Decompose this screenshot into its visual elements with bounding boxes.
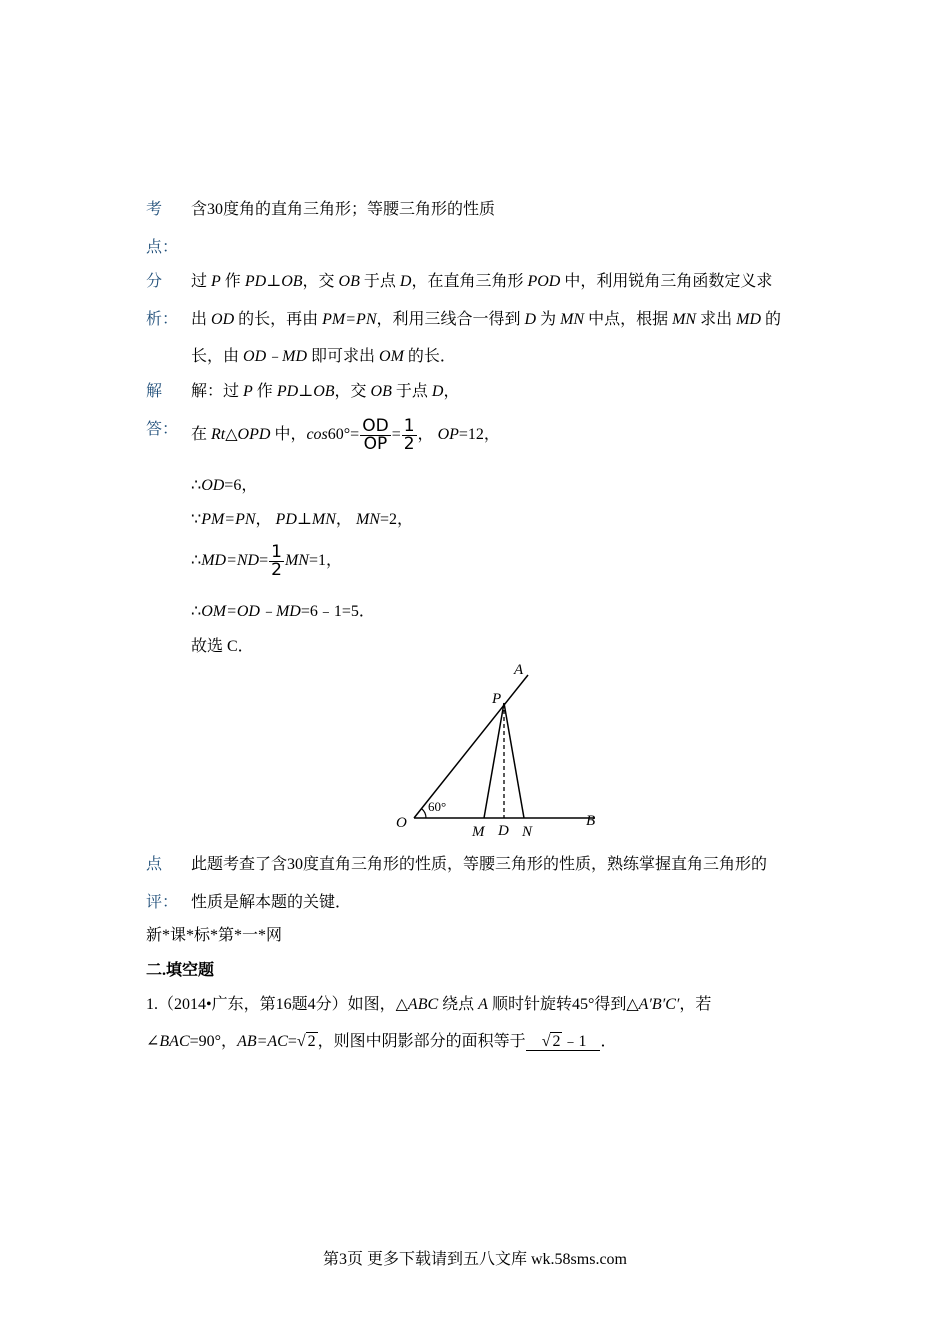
label-n: N bbox=[522, 824, 533, 840]
label-kaodian-1: 考 bbox=[146, 201, 163, 218]
jieda-line-4: ∵PM=PN， PD⊥MN， MN=2， bbox=[191, 511, 413, 528]
label-o: O bbox=[396, 815, 407, 831]
dianping-line-2: 性质是解本题的关键． bbox=[191, 894, 352, 911]
fenxi-line-3: 长，由 OD﹣MD 即可求出 OM 的长． bbox=[191, 348, 456, 365]
label-fenxi-1: 分 bbox=[146, 273, 163, 290]
section-title: 二.填空题 bbox=[146, 962, 215, 979]
label-fenxi-2: 析： bbox=[146, 311, 179, 328]
segment-pm bbox=[484, 703, 504, 818]
fenxi-line-1: 过 P 作 PD⊥OB，交 OB 于点 D，在直角三角形 POD 中，利用锐角三角函数定义求 bbox=[191, 273, 773, 290]
answer-blank: √ 2 ﹣1 bbox=[526, 1033, 601, 1051]
label-dianping-2: 评： bbox=[146, 894, 179, 911]
label-kaodian-2: 点： bbox=[146, 239, 179, 256]
fraction-od-op: $\frac{OD}{OP}$ bbox=[362, 415, 389, 454]
label-jieda-1: 解 bbox=[146, 383, 163, 400]
fenxi-line-2: 出 OD 的长，再由 PM=PN，利用三线合一得到 D 为 MN 中点，根据 MN 求出 MD 的 bbox=[191, 311, 782, 328]
jieda-line-5: ∴MD=ND= $\frac{1}{2}$ MN=1， bbox=[191, 541, 342, 580]
q1-line-1: 1.（2014•广东，第16题4分）如图，△ABC 绕点 A 顺时针旋转45°得到△A′B′C′，若 bbox=[146, 996, 712, 1013]
segment-pn bbox=[504, 703, 524, 818]
label-a: A bbox=[514, 662, 524, 678]
jieda-line-6: ∴OM=OD﹣MD=6﹣1=5． bbox=[191, 603, 375, 620]
angle-arc bbox=[422, 809, 427, 818]
label-p: P bbox=[492, 691, 502, 707]
label-d: D bbox=[498, 823, 509, 839]
dianping-line-1: 此题考查了含30度直角三角形的性质，等腰三角形的性质，熟练掌握直角三角形的 bbox=[191, 856, 768, 873]
page-footer: 第3页 更多下载请到五八文库 wk.58sms.com bbox=[322, 1251, 627, 1268]
jieda-line-7: 故选 C． bbox=[191, 638, 254, 655]
geometry-figure bbox=[390, 655, 610, 845]
label-angle-60: 60° bbox=[428, 799, 447, 814]
jieda-line-3: ∴OD=6， bbox=[191, 477, 258, 494]
watermark-text: 新*课*标*第*一*网 bbox=[146, 927, 283, 944]
q1-line-2: ∠BAC=90°，AB=AC=√ 2 ，则图中阴影部分的面积等于 √ 2 ﹣1 ． bbox=[146, 1033, 617, 1050]
label-b: B bbox=[586, 813, 596, 829]
fraction-one-half: $\frac{1}{2}$ bbox=[403, 415, 415, 454]
label-jieda-2: 答： bbox=[146, 421, 179, 438]
label-m: M bbox=[472, 824, 485, 840]
kaodian-text: 含30度角的直角三角形；等腰三角形的性质 bbox=[191, 201, 496, 218]
label-dianping-1: 点 bbox=[146, 856, 163, 873]
jieda-line-1: 解：过 P 作 PD⊥OB，交 OB 于点 D， bbox=[191, 383, 460, 400]
fraction-one-half-2: $\frac{1}{2}$ bbox=[271, 541, 282, 580]
jieda-line-2: 在 Rt△OPD 中，cos60°= $\frac{OD}{OP}$ = $\frac{1}{2}$ ， OP=12， bbox=[191, 415, 500, 454]
sqrt-two: √ 2 bbox=[296, 1033, 316, 1050]
